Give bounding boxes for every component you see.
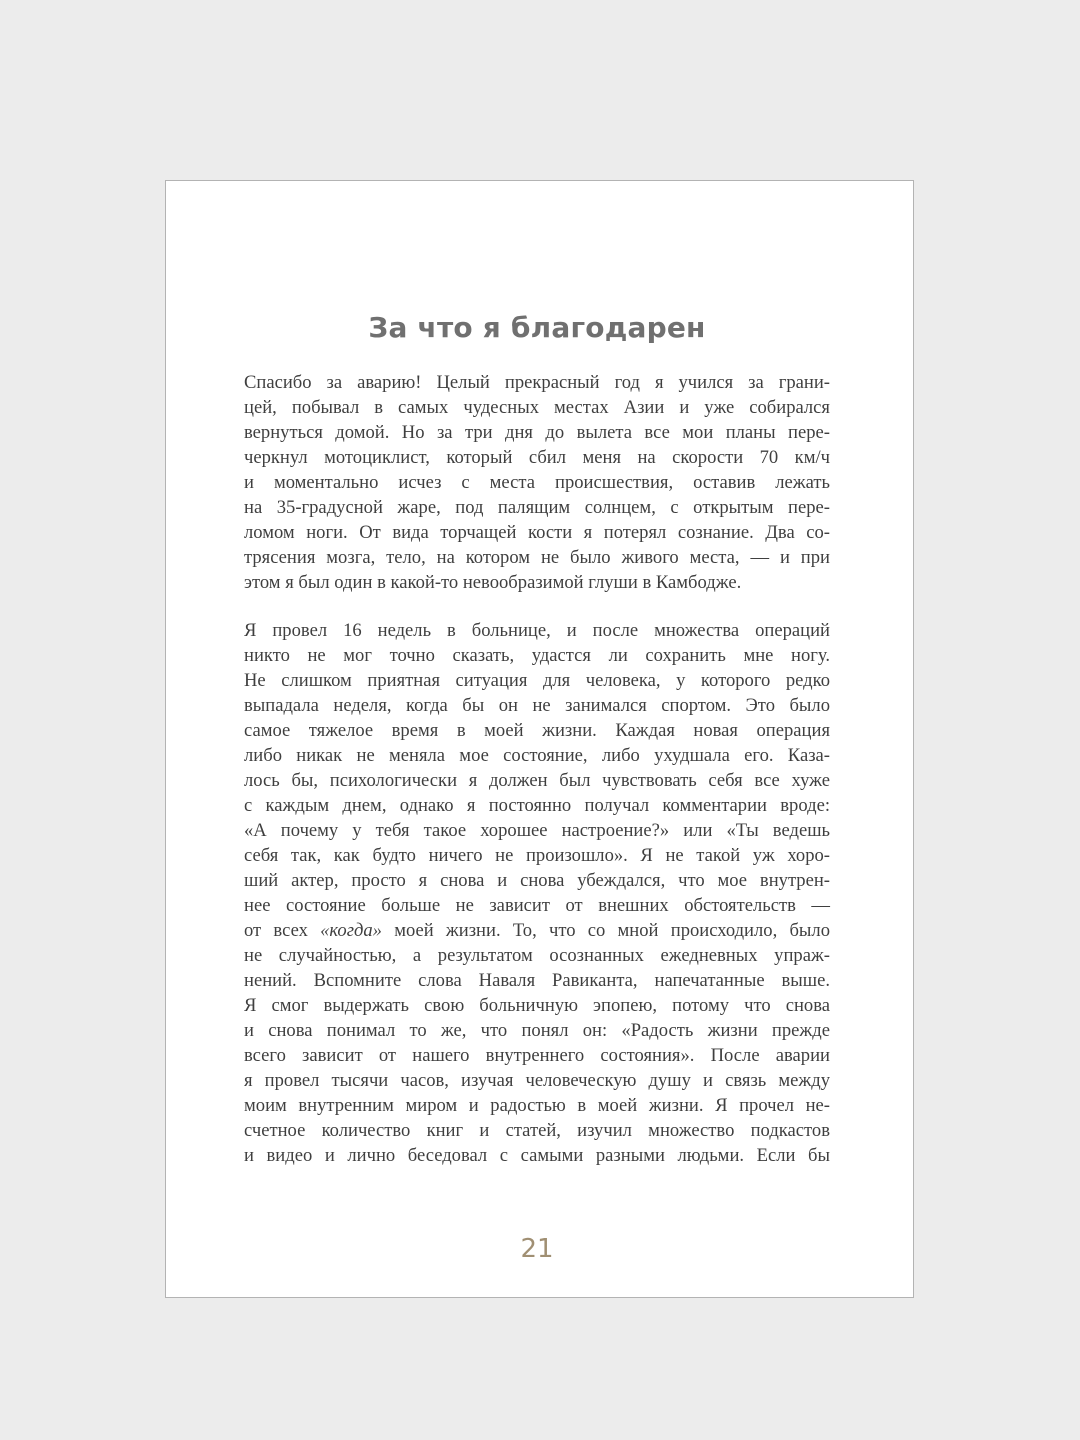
paragraph-2-line-5: самое тяжелое время в моей жизни. Каждая новая операция [244, 720, 830, 741]
paragraph-2-line-12: нее состояние больше не зависит от внешних обстоятельств — [244, 895, 830, 916]
paragraph-2-line-3: Не слишком приятная ситуация для человека, у которого редко [244, 670, 830, 691]
paragraph-1-line-2: цей, побывал в самых чудесных местах Азии и уже собирался [244, 397, 830, 418]
paragraph-1-line-5: и моментально исчез с места происшествия, оставив лежать [244, 472, 830, 493]
paragraph-2-line-20: моим внутренним миром и радостью в моей жизни. Я прочел не- [244, 1095, 830, 1116]
paragraph-2-line-15: нений. Вспомните слова Наваля Равиканта, напечатанные выше. [244, 970, 830, 991]
paragraph-2-line-22: и видео и лично беседовал с самыми разными людьми. Если бы [244, 1145, 830, 1166]
paragraph-2-line-19: я провел тысячи часов, изучая человеческую душу и связь между [244, 1070, 830, 1091]
paragraph-1-line-3: вернуться домой. Но за три дня до вылета все мои планы пере- [244, 422, 830, 443]
paragraph-2-line-13 [244, 918, 830, 943]
paragraph-2-line-4: выпадала неделя, когда бы он не занимался спортом. Это было [244, 695, 830, 716]
paragraph-2-line-21: счетное количество книг и статей, изучил множество подкастов [244, 1120, 830, 1141]
paragraph-2-line-9: «А почему у тебя такое хорошее настроение?» или «Ты ведешь [244, 820, 830, 841]
paragraph-2-line-10: себя так, как будто ничего не произошло». Я не такой уж хоро- [244, 845, 830, 866]
paragraph-1-line-4: черкнул мотоциклист, который сбил меня на скорости 70 км/ч [244, 447, 830, 468]
text-segment: от всех [244, 920, 321, 941]
paragraph-2-line-1: Я провел 16 недель в больнице, и после множества операций [244, 620, 830, 641]
text-segment: моей жизни. То, что со мной происходило, было [381, 920, 830, 941]
chapter-title: За что я благодарен [368, 311, 706, 344]
paragraph-1-line-7: ломом ноги. От вида торчащей кости я потерял сознание. Два со- [244, 522, 830, 543]
italic-word-when: «когда» [320, 920, 382, 941]
paragraph-2-line-16: Я смог выдержать свою больничную эпопею, потому что снова [244, 995, 830, 1016]
paragraph-2-line-18: всего зависит от нашего внутреннего состояния». После аварии [244, 1045, 830, 1066]
paragraph-1-line-8: трясения мозга, тело, на котором не было живого места, — и при [244, 547, 830, 568]
paragraph-1-line-9: этом я был один в какой-то невообразимой глуши в Камбодже. [244, 572, 742, 593]
paragraph-2-line-14: не случайностью, а результатом осознанных ежедневных упраж- [244, 945, 830, 966]
paragraph-2-line-11: ший актер, просто я снова и снова убеждался, что мое внутрен- [244, 870, 830, 891]
page-number: 21 [520, 1234, 554, 1264]
paragraph-2-line-17: и снова понимал то же, что понял он: «Радость жизни прежде [244, 1020, 830, 1041]
paragraph-1-line-6: на 35-градусной жаре, под палящим солнцем, с открытым пере- [244, 497, 830, 518]
paragraph-2-line-6: либо никак не меняла мое состояние, либо ухудшала его. Каза- [244, 745, 830, 766]
paragraph-2-line-2: никто не мог точно сказать, удастся ли сохранить мне ногу. [244, 645, 830, 666]
paragraph-2-line-7: лось бы, психологически я должен был чувствовать себя все хуже [244, 770, 830, 791]
paragraph-2-line-8: с каждым днем, однако я постоянно получал комментарии вроде: [244, 795, 830, 816]
paragraph-1-line-1: Спасибо за аварию! Целый прекрасный год я учился за грани- [244, 372, 830, 393]
